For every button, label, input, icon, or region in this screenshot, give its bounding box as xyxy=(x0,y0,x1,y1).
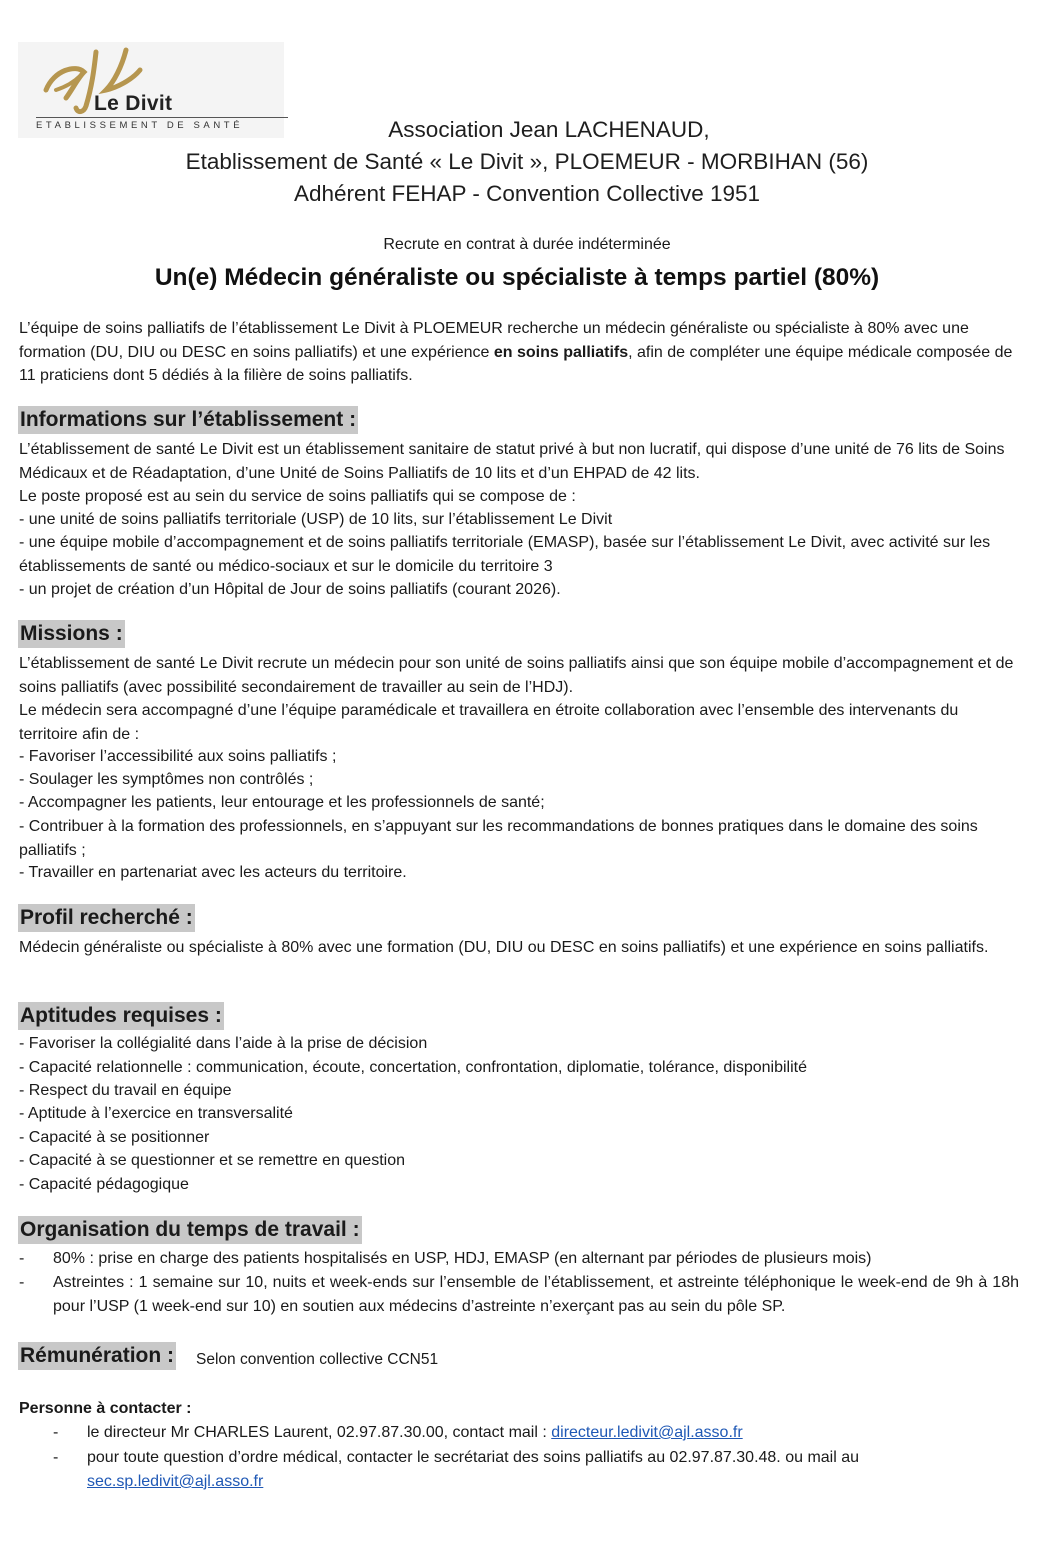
etablissement-item: - une unité de soins palliatifs territoriale (USP) de 10 lits, sur l’établissement Le Divit xyxy=(19,511,613,528)
organisation-item: Astreintes : 1 semaine sur 10, nuits et week-ends sur l’ensemble de l’établissement, et astreinte téléphonique le week-end de 9h à 18h pour l’USP (1 week-end sur 10) en soutien aux médecins d’astreinte n’exerçant pas au sein du pôle SP. xyxy=(53,1274,1019,1315)
bullet-dash: - xyxy=(19,1274,25,1291)
intro-paragraph xyxy=(19,317,1019,388)
contact-director-text: le directeur Mr CHARLES Laurent, 02.97.87.30.00, contact mail : xyxy=(87,1424,552,1441)
contact-item-secretariat-email xyxy=(87,1470,263,1494)
aptitude-item: - Favoriser la collégialité dans l’aide à la prise de décision xyxy=(19,1035,428,1052)
contact-item-secretariat: pour toute question d’ordre médical, contacter le secrétariat des soins palliatifs au 02.97.87.30.48. ou mail au xyxy=(87,1449,860,1466)
logo-brand: Le Divit xyxy=(94,92,173,115)
aptitude-item: - Aptitude à l’exercice en transversalité xyxy=(19,1105,293,1122)
intro-text-bold: en soins palliatifs xyxy=(493,343,629,361)
secretariat-email-link[interactable]: sec.sp.ledivit@ajl.asso.fr xyxy=(87,1473,264,1490)
aptitude-item: - Capacité pédagogique xyxy=(19,1176,189,1193)
profil-text: Médecin généraliste ou spécialiste à 80% avec une formation (DU, DIU ou DESC en soins palliatifs) et une expérience en soins palliatifs. xyxy=(19,939,989,956)
bullet-dash: - xyxy=(53,1449,59,1466)
missions-item: - Accompagner les patients, leur entourage et les professionnels de santé; xyxy=(19,794,545,811)
missions-item: - Travailler en partenariat avec les acteurs du territoire. xyxy=(19,864,407,881)
etablissement-paragraph-1: L’établissement de santé Le Divit est un établissement sanitaire de statut privé à but non lucratif, qui dispose d’une unité de 76 lits de Soins Médicaux et de Réadaptation, d’une Unité de Soins Palliatifs de 10 lits et d’un EHPAD de 42 lits. xyxy=(19,441,1005,482)
organisation-item: 80% : prise en charge des patients hospitalisés en USP, HDJ, EMASP (en alternant par périodes de plusieurs mois) xyxy=(53,1250,872,1267)
bullet-dash: - xyxy=(53,1424,59,1441)
missions-item: - Favoriser l’accessibilité aux soins palliatifs ; xyxy=(19,748,337,765)
missions-paragraph-1: L’établissement de santé Le Divit recrute un médecin pour son unité de soins palliatifs ainsi que son équipe mobile d’accompagnement et de soins palliatifs (avec possibilité secondairement de travailler au sein de l’HDJ). xyxy=(19,655,1014,696)
contact-item-director xyxy=(87,1421,1017,1445)
section-heading-aptitudes: Aptitudes requises : xyxy=(18,1002,224,1030)
missions-item: - Soulager les symptômes non contrôlés ; xyxy=(19,771,314,788)
missions-item: - Contribuer à la formation des professionnels, en s’appuyant sur les recommandations de bonnes pratiques dans le domaine des soins palliatifs ; xyxy=(19,818,978,859)
intro-text-after: , afin de compléter une équipe médicale composée de 11 praticiens dont 5 dédiés à la filière de soins palliatifs. xyxy=(19,343,1013,384)
aptitude-item: - Capacité relationnelle : communication, écoute, concertation, confrontation, diplomatie, tolérance, disponibilité xyxy=(19,1059,807,1076)
section-heading-missions: Missions : xyxy=(18,620,125,648)
section-heading-profil: Profil recherché : xyxy=(18,904,195,932)
header-line-1: Association Jean LACHENAUD, xyxy=(388,117,710,142)
aptitude-item: - Capacité à se positionner xyxy=(19,1129,210,1146)
logo-subtitle: ETABLISSEMENT DE SANTÉ xyxy=(36,120,244,131)
etablissement-item: - un projet de création d’un Hôpital de Jour de soins palliatifs (courant 2026). xyxy=(19,581,561,598)
missions-paragraph-2: Le médecin sera accompagné d’une l’équipe paramédicale et travaillera en étroite collaboration avec l’ensemble des intervenants du territoire afin de : xyxy=(19,702,959,743)
etablissement-item: - une équipe mobile d’accompagnement et de soins palliatifs territoriale (EMASP), basée sur l’établissement Le Divit, avec activité sur les établissements de santé ou médico-sociaux et sur le domicile du territoire 3 xyxy=(19,534,991,575)
aptitude-item: - Respect du travail en équipe xyxy=(19,1082,232,1099)
intro-text-before: L’équipe de soins palliatifs de l’établissement Le Divit à PLOEMEUR recherche un médecin généraliste ou spécialiste à 80% avec une formation (DU, DIU ou DESC en soins palliatifs) et une expérience xyxy=(19,320,969,361)
contract-type: Recrute en contrat à durée indéterminée xyxy=(383,236,671,253)
director-email-link[interactable]: directeur.ledivit@ajl.asso.fr xyxy=(551,1424,743,1441)
etablissement-paragraph-2: Le poste proposé est au sein du service de soins palliatifs qui se compose de : xyxy=(19,488,576,505)
section-heading-remuneration: Rémunération : xyxy=(18,1342,176,1370)
job-title: Un(e) Médecin généraliste ou spécialiste à temps partiel (80%) xyxy=(154,264,880,291)
remuneration-text: Selon convention collective CCN51 xyxy=(196,1351,439,1368)
header-line-2: Etablissement de Santé « Le Divit », PLOEMEUR - MORBIHAN (56) xyxy=(185,149,869,174)
bullet-dash: - xyxy=(19,1250,25,1267)
section-heading-organisation: Organisation du temps de travail : xyxy=(18,1216,362,1244)
header-line-3: Adhérent FEHAP - Convention Collective 1951 xyxy=(293,181,761,206)
section-heading-etablissement: Informations sur l’établissement : xyxy=(18,406,358,434)
contact-heading: Personne à contacter : xyxy=(19,1400,192,1417)
aptitude-item: - Capacité à se questionner et se remettre en question xyxy=(19,1152,405,1169)
